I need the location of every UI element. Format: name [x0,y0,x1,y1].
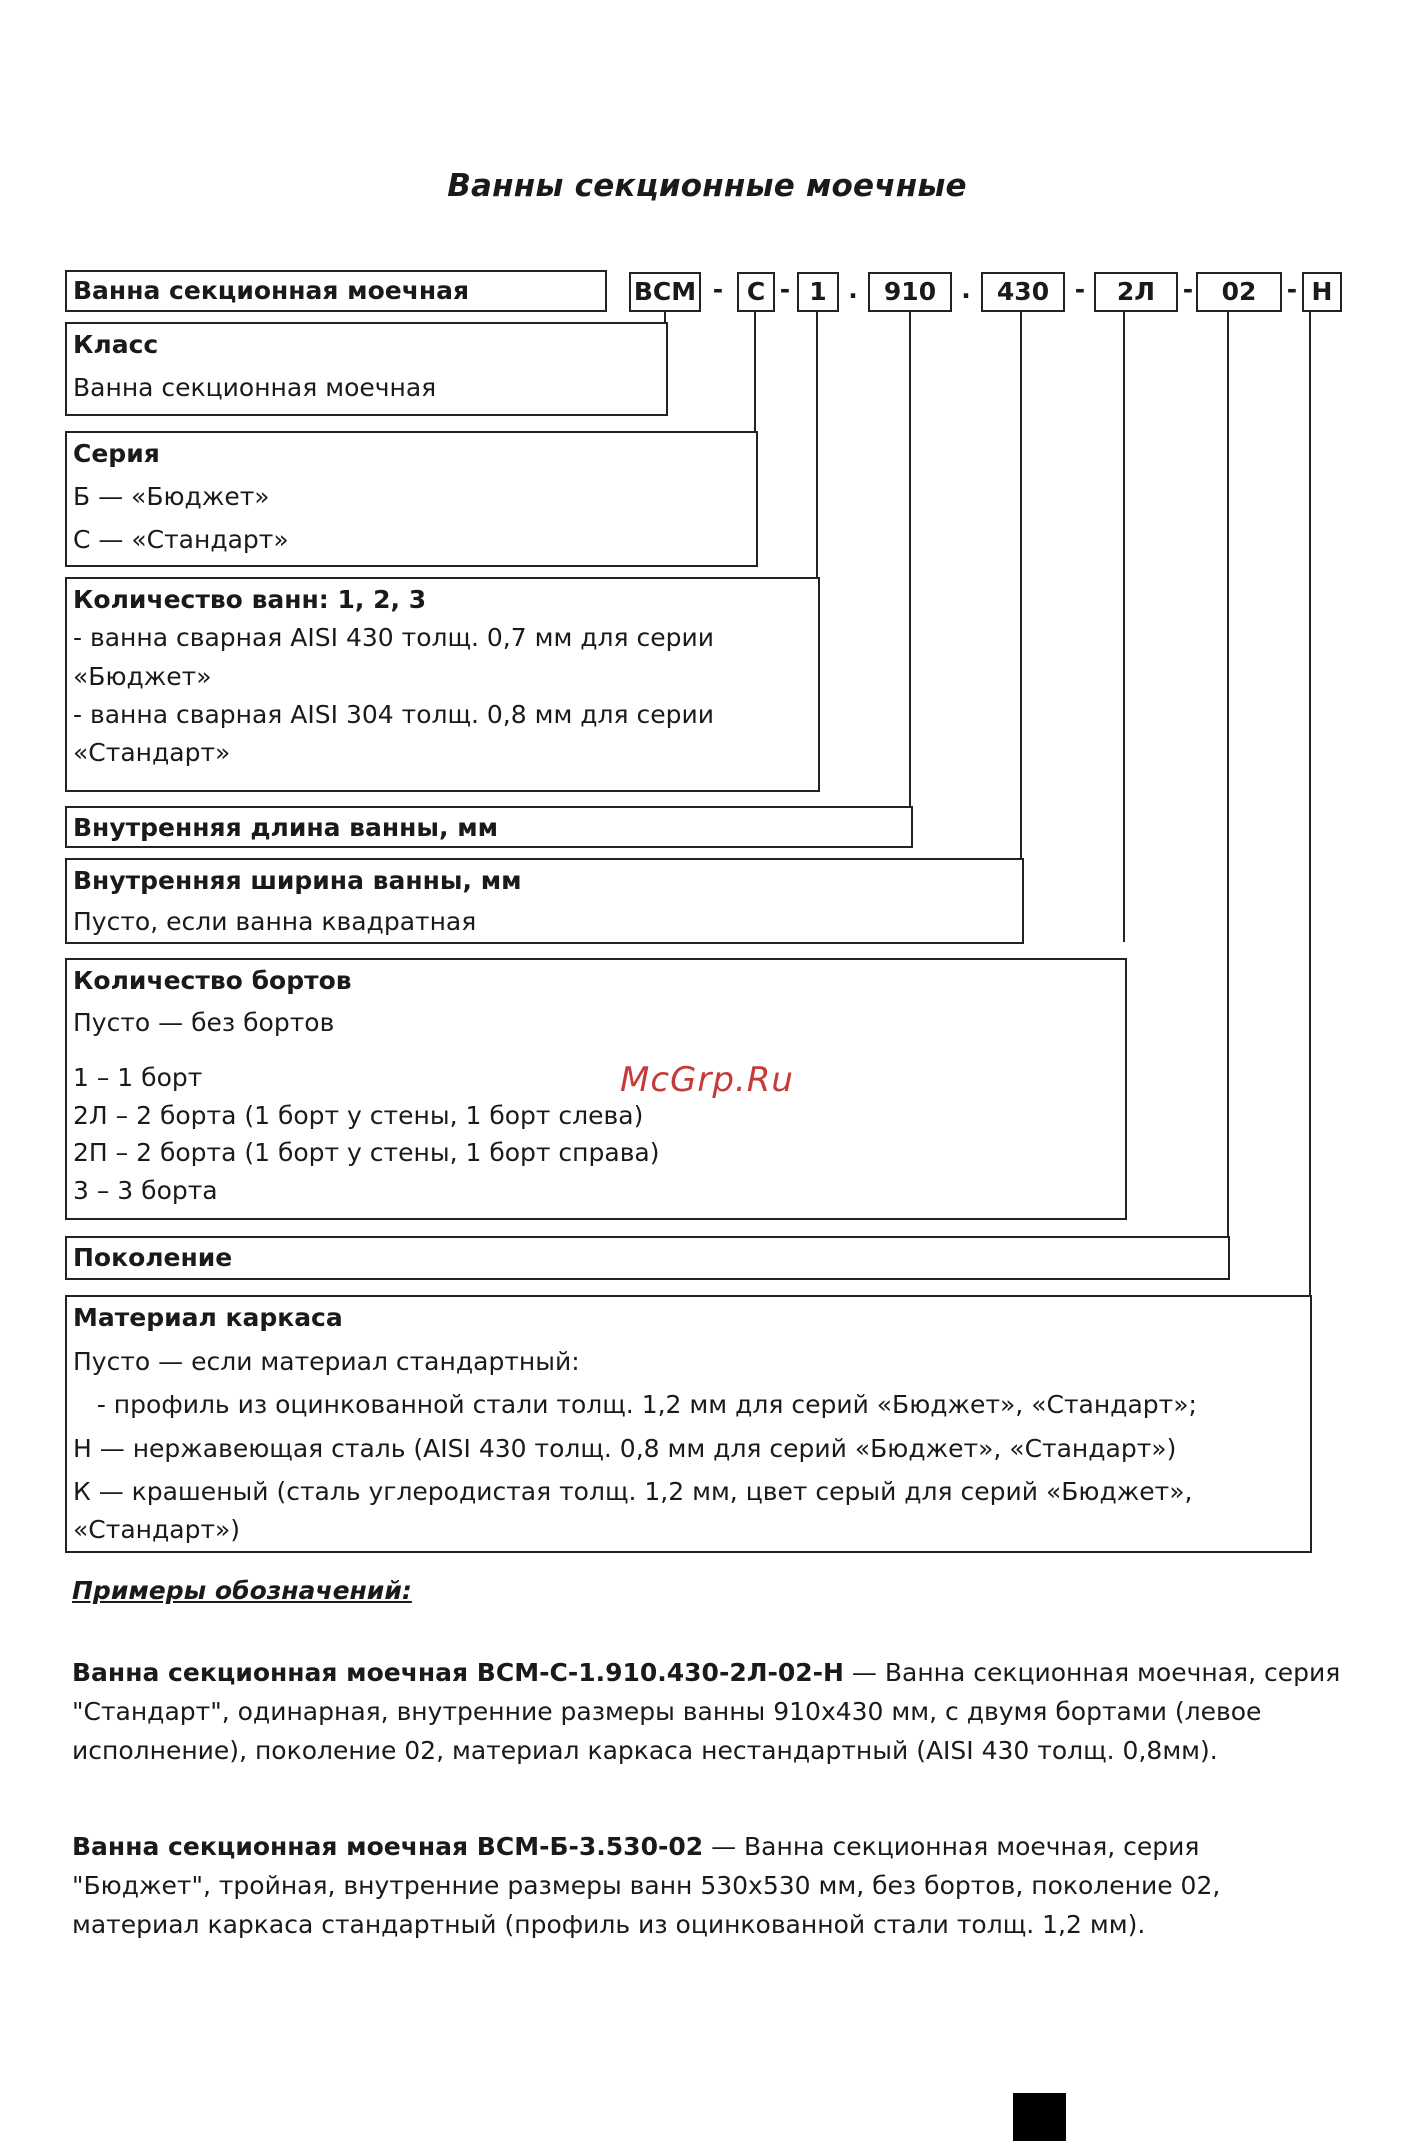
section-line: Б — «Бюджет» [73,481,270,511]
watermark: McGrp.Ru [620,1060,794,1100]
section-material [65,1295,1312,1553]
separator: - [712,275,724,304]
separator: . [961,275,971,304]
section-line: - профиль из оцинкованной стали толщ. 1,2 мм для серий «Бюджет», «Стандарт»; [73,1390,1197,1419]
section-heading: Серия [73,439,160,468]
code-length: 910 [868,272,952,312]
code-series: С [737,272,775,312]
section-series [65,431,758,567]
code-vsm: ВСМ [629,272,701,312]
example-description: — Ванна секционная моечная, серия "Стандарт", одинарная, внутренние размеры ванны 910х430 мм, с двумя бортами (левое исполнение), поколение 02, материал каркаса нестандартный (AISI 430 толщ. 0,8мм). [72,1658,1341,1765]
section-heading: Поколение [73,1243,233,1272]
section-line: Пусто, если ванна квадратная [73,906,477,936]
separator: - [1182,275,1194,304]
code-material: Н [1302,272,1342,312]
examples-title: Примеры обозначений: [72,1576,412,1605]
section-line: - ванна сварная AISI 304 толщ. 0,8 мм для серии [73,699,715,729]
section-heading: Внутренняя длина ванны, мм [73,813,499,842]
section-width [65,858,1024,944]
code-count: 1 [797,272,839,312]
section-length [65,806,913,848]
section-line: Пусто — если материал стандартный: [73,1346,580,1376]
section-line: Пусто — без бортов [73,1007,335,1037]
section-class [65,322,668,416]
designation-header: Ванна секционная моечная [65,270,607,312]
separator: . [848,275,858,304]
separator: - [779,275,791,304]
example-item [72,1654,1342,1770]
section-line: 2П – 2 борта (1 борт у стены, 1 борт справа) [73,1138,660,1167]
code-sides: 2Л [1094,272,1178,312]
section-line: «Стандарт» [73,738,231,767]
section-line: Ванна секционная моечная [73,372,437,402]
section-line: «Бюджет» [73,661,212,691]
separator: - [1074,275,1086,304]
example-item [72,1828,1342,1944]
example-description: — Ванна секционная моечная, серия "Бюджет", тройная, внутренние размеры ванн 530х530 мм, без бортов, поколение 02, материал каркаса стандартный (профиль из оцинкованной стали толщ. 1,2 мм). [72,1832,1221,1939]
section-sides [65,958,1127,1220]
section-heading: Количество ванн: 1, 2, 3 [73,585,427,614]
section-line: 3 – 3 борта [73,1175,218,1205]
examples-heading [72,1572,1342,1611]
section-heading: Класс [73,330,159,359]
section-line: 2Л – 2 борта (1 борт у стены, 1 борт слева) [73,1100,644,1130]
code-width: 430 [981,272,1065,312]
example-designation: Ванна секционная моечная ВСМ-С-1.910.430-2Л-02-Н [72,1658,844,1687]
section-heading: Внутренняя ширина ванны, мм [73,866,522,895]
page-corner-mark [1013,2093,1066,2141]
separator: - [1286,275,1298,304]
section-line: - ванна сварная AISI 430 толщ. 0,7 мм для серии [73,623,715,653]
section-line: Н — нержавеющая сталь (AISI 430 толщ. 0,8 мм для серий «Бюджет», «Стандарт») [73,1433,1177,1463]
section-line: 1 – 1 борт [73,1063,203,1092]
section-line: С — «Стандарт» [73,524,289,554]
section-heading: Количество бортов [73,966,352,995]
section-line: «Стандарт») [73,1514,241,1544]
section-generation [65,1236,1230,1280]
page-title: Ванны секционные моечные [447,168,967,204]
example-designation: Ванна секционная моечная ВСМ-Б-3.530-02 [72,1832,704,1861]
section-count [65,577,820,792]
code-generation: 02 [1196,272,1282,312]
section-line: К — крашеный (сталь углеродистая толщ. 1,2 мм, цвет серый для серий «Бюджет», [73,1477,1193,1506]
section-heading: Материал каркаса [73,1303,343,1332]
